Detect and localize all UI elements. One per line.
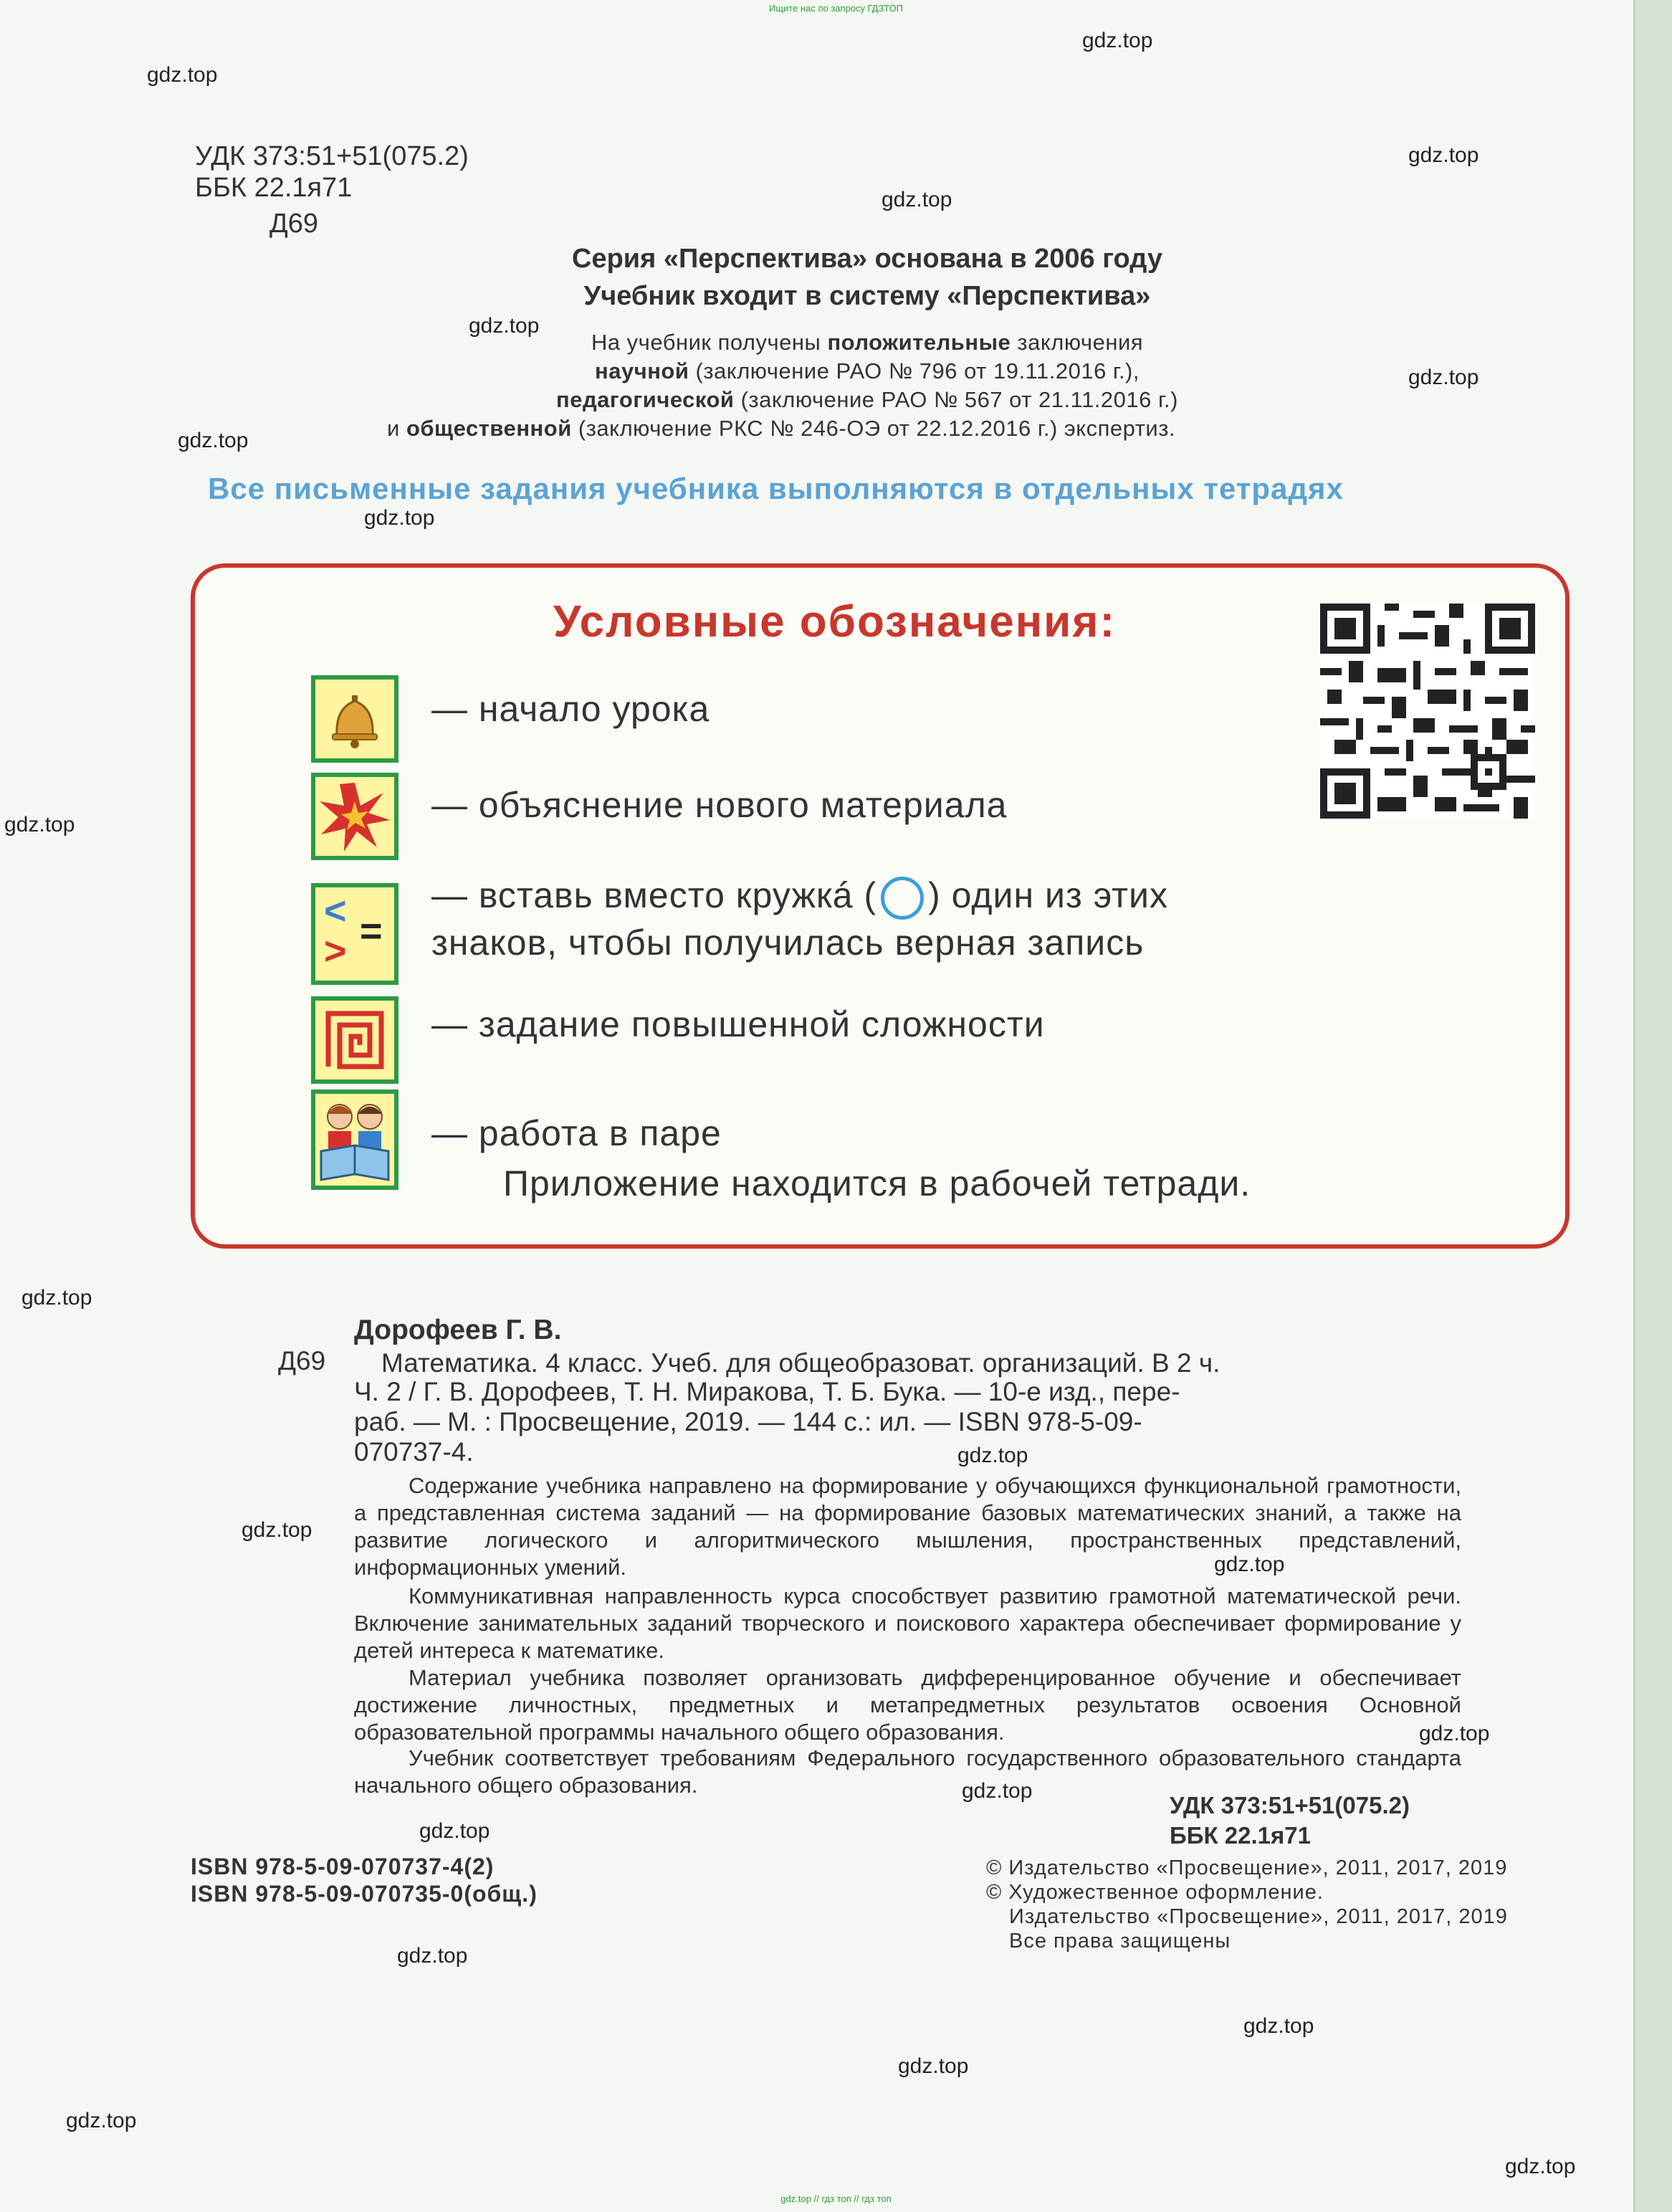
gdz-watermark: gdz.top — [147, 63, 218, 87]
gdz-watermark: gdz.top — [469, 314, 540, 338]
expertise-line-4: и общественной (заключение РКС № 246-ОЭ от 22.12.2016 г.) экспертиз. — [387, 416, 1176, 441]
pair-reading-icon — [311, 1090, 398, 1190]
legend-text-appendix: Приложение находится в рабочей тетради. — [503, 1163, 1251, 1203]
gdz-watermark: gdz.top — [962, 1779, 1033, 1803]
gdz-watermark: gdz.top — [66, 2109, 137, 2132]
gdz-watermark: gdz.top — [397, 1944, 468, 1968]
legend-box — [191, 563, 1570, 1249]
copyright-design: © Художественное оформление. — [986, 1881, 1324, 1904]
udk-footer: УДК 373:51+51(075.2) — [1170, 1792, 1410, 1818]
annotation-paragraph-2: Коммуникативная направленность курса способствует развитию грамотной математической речи. Включение занимательных заданий творческого и поискового характера обеспечивает формирование у детей интереса к математике. — [354, 1583, 1461, 1663]
compare-signs-icon: < > = — [311, 883, 398, 985]
legend-text-hard-task: — задание повышенной сложности — [431, 1004, 1045, 1044]
watermark-top: Ищите нас по запросу ГДЗТОП — [768, 3, 903, 14]
author-code-header: Д69 — [269, 209, 319, 239]
isbn-set: ISBN 978-5-09-070735-0(общ.) — [191, 1881, 538, 1907]
legend-text-new-material: — объяснение нового материала — [431, 785, 1008, 825]
star-burst-icon — [311, 773, 398, 860]
bibliography-code: Д69 — [278, 1346, 326, 1376]
udk-header: УДК 373:51+51(075.2) — [195, 141, 469, 171]
gdz-watermark: gdz.top — [1408, 143, 1479, 167]
expertise-line-2: научной (заключение РАО № 796 от 19.11.2016 г.), — [595, 358, 1140, 383]
annotation-paragraph-1: Содержание учебника направлено на формирование у обучающихся функциональной грамотности, а представленная система заданий — на формирование базовых математических знаний, а также на развитие логического и алгоритмического мышления, пространственных представлений, информационных умений. — [354, 1473, 1461, 1580]
bibliography-line-4: 070737-4. — [354, 1437, 474, 1467]
rights-reserved: Все права защищены — [1009, 1930, 1231, 1953]
series-line-1: Серия «Перспектива» основана в 2006 году — [572, 244, 1162, 274]
legend-text-insert-sign-2: знаков, чтобы получилась верная запись — [431, 923, 1145, 963]
gdz-watermark: gdz.top — [1214, 1553, 1285, 1576]
gdz-watermark: gdz.top — [22, 1286, 92, 1310]
gdz-watermark: gdz.top — [957, 1444, 1028, 1467]
gdz-watermark: gdz.top — [898, 2054, 969, 2078]
gdz-watermark: gdz.top — [1505, 2155, 1576, 2178]
annotation-paragraph-3: Материал учебника позволяет организовать дифференцированное обучение и обеспечивает достижение личностных, предметных и метапредметных результатов освоения Основной образовательной программы начального общего образования. — [354, 1665, 1461, 1745]
isbn-part: ISBN 978-5-09-070737-4(2) — [191, 1854, 495, 1879]
circle-placeholder-icon — [881, 877, 924, 920]
bbk-footer: ББК 22.1я71 — [1170, 1822, 1311, 1849]
expertise-line-1: На учебник получены положительные заключения — [591, 330, 1144, 355]
gdz-watermark: gdz.top — [419, 1819, 490, 1843]
bbk-header: ББК 22.1я71 — [195, 173, 353, 203]
legend-title: Условные обозначения: — [553, 597, 1117, 647]
gdz-watermark: gdz.top — [1419, 1722, 1490, 1745]
spiral-icon — [311, 996, 398, 1084]
bibliography-line-3: раб. — М. : Просвещение, 2019. — 144 с.: ил. — ISBN 978-5-09- — [354, 1407, 1142, 1436]
gdz-watermark: gdz.top — [242, 1518, 312, 1542]
annotation-paragraph-4: Учебник соответствует требованиям Федерального государственного образовательного стандарта начального общего образования. — [354, 1745, 1461, 1798]
bibliography-line-2: Ч. 2 / Г. В. Дорофеев, Т. Н. Миракова, Т. Б. Бука. — 10-е изд., пере- — [354, 1377, 1180, 1406]
copyright-publisher: © Издательство «Просвещение», 2011, 2017, 2019 — [986, 1856, 1508, 1879]
watermark-bottom: gdz.top // гдз топ // гдз топ — [780, 2193, 892, 2204]
workbook-note: Все письменные задания учебника выполняются в отдельных тетрадях — [208, 472, 1344, 505]
gdz-watermark: gdz.top — [1408, 366, 1479, 389]
gdz-watermark: gdz.top — [178, 429, 249, 452]
legend-text-lesson-start: — начало урока — [431, 689, 710, 729]
copyright-design-publisher: Издательство «Просвещение», 2011, 2017, 2019 — [1009, 1905, 1508, 1928]
bibliography-line-1: Математика. 4 класс. Учеб. для общеобразоват. организаций. В 2 ч. — [381, 1348, 1220, 1378]
gdz-watermark: gdz.top — [1082, 29, 1153, 52]
bell-icon — [311, 675, 398, 763]
legend-text-pair-work: — работа в паре — [431, 1113, 722, 1153]
bibliography-author: Дорофеев Г. В. — [354, 1315, 562, 1345]
qr-code — [1320, 604, 1535, 819]
expertise-line-3: педагогической (заключение РАО № 567 от 21.11.2016 г.) — [556, 387, 1178, 412]
gdz-watermark: gdz.top — [882, 188, 952, 211]
page-edge — [1633, 0, 1672, 2212]
series-line-2: Учебник входит в систему «Перспектива» — [583, 281, 1151, 311]
gdz-watermark: gdz.top — [364, 506, 435, 530]
legend-text-insert-sign: — вставь вместо кружкá ( ) один из этих — [431, 874, 1168, 920]
gdz-watermark: gdz.top — [4, 813, 75, 836]
gdz-watermark: gdz.top — [1243, 2014, 1314, 2038]
